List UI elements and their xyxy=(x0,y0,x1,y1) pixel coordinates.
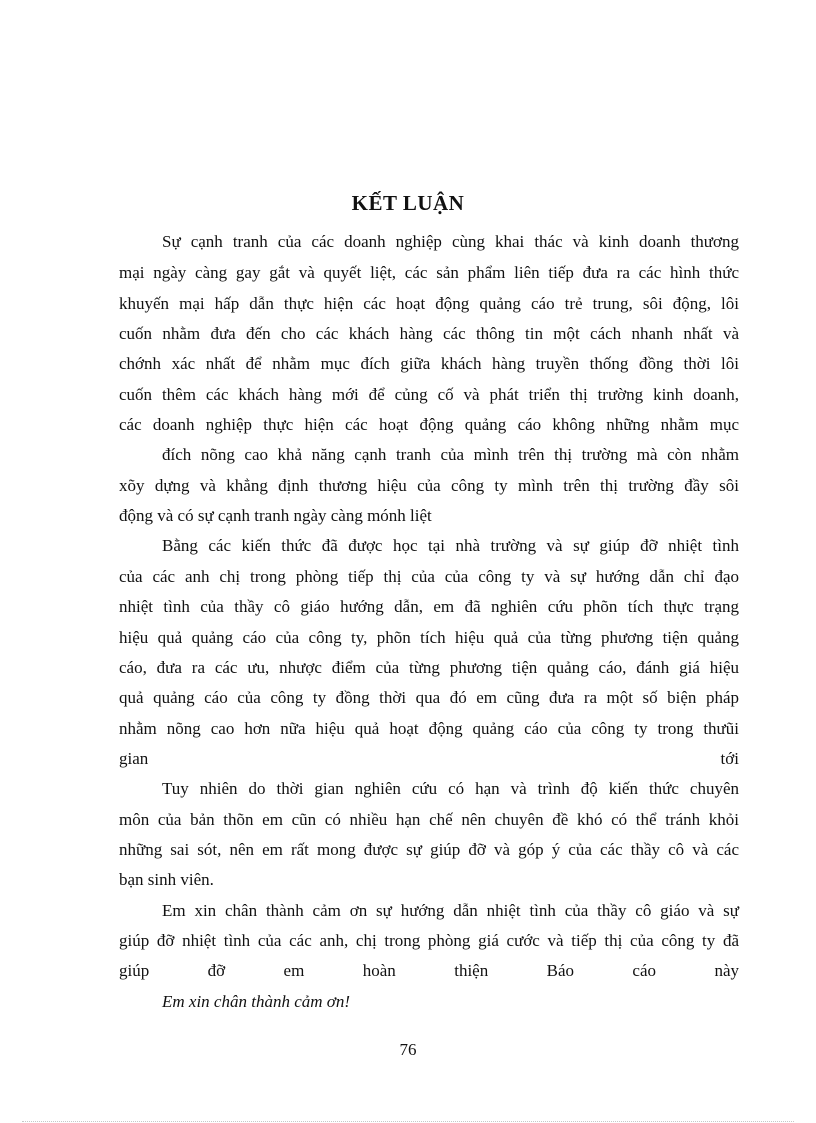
text-line: mại ngày càng gay gắt và quyết liệt, các sản phẩm liên tiếp đưa ra các hình thức xyxy=(119,263,739,282)
text-line: cáo, đưa ra các ưu, nhược điểm của từng phương tiện quảng cáo, đánh giá hiệu xyxy=(119,658,739,677)
text-line: nhiệt tình của thầy cô giáo hướng dẫn, em đã nghiên cứu phõn tích thực trạng xyxy=(119,597,739,616)
text-line: đích nõng cao khả năng cạnh tranh của mình trên thị trường mà còn nhằm xyxy=(162,445,739,464)
text-line: gian tới xyxy=(119,749,739,768)
text-line: giúp đỡ nhiệt tình của các anh, chị trong phòng giá cước và tiếp thị của công ty đã xyxy=(119,931,739,950)
text-line: của các anh chị trong phòng tiếp thị của của công ty và sự hướng dẫn chỉ đạo xyxy=(119,567,739,586)
text-line: cuốn thêm các khách hàng mới để củng cố và phát triển thị trường kinh doanh, xyxy=(119,385,739,404)
text-line: hiệu quả quảng cáo của công ty, phõn tích hiệu quả của từng phương tiện quảng xyxy=(119,628,739,647)
text-line: Em xin chân thành cảm ơn sự hướng dẫn nhiệt tình của thầy cô giáo và sự xyxy=(162,901,739,920)
page-number: 76 xyxy=(399,1040,417,1059)
closing-line: Em xin chân thành cảm ơn! xyxy=(162,992,351,1011)
text-line: bạn sinh viên. xyxy=(119,870,214,889)
page-bottom-border xyxy=(22,1121,794,1122)
text-line: giúp đỡ em hoàn thiện Báo cáo này xyxy=(119,961,739,980)
text-line: Tuy nhiên do thời gian nghiên cứu có hạn và trình độ kiến thức chuyên xyxy=(162,779,739,798)
text-line: xõy dựng và khẳng định thương hiệu của công ty mình trên thị trường đầy sôi xyxy=(119,476,739,495)
text-line: môn của bản thõn em cũn có nhiều hạn chế nên chuyên đề khó có thể tránh khỏi xyxy=(119,810,739,829)
text-line: Sự cạnh tranh của các doanh nghiệp cùng khai thác và kinh doanh thương xyxy=(162,232,739,251)
text-line: quả quảng cáo của công ty đồng thời qua đó em cũng đưa ra một số biện pháp xyxy=(119,688,739,707)
text-line: những sai sót, nên em rất mong được sự giúp đỡ và góp ý của các thầy cô và các xyxy=(119,840,739,859)
text-line: nhằm nõng cao hơn nữa hiệu quả hoạt động quảng cáo của công ty trong thưũi xyxy=(119,719,739,738)
text-line: khuyến mại hấp dẫn thực hiện các hoạt động quảng cáo trẻ trung, sôi động, lôi xyxy=(119,294,739,313)
text-line: các doanh nghiệp thực hiện các hoạt động quảng cáo không những nhằm mục xyxy=(119,415,739,434)
text-line: chớnh xác nhất để nhằm mục đích giữa khách hàng truyền thống đồng thời lôi xyxy=(119,354,739,373)
text-line: động và có sự cạnh tranh ngày càng mónh liệt xyxy=(119,506,432,525)
text-line: cuốn nhằm đưa đến cho các khách hàng các thông tin một cách nhanh nhất và xyxy=(119,324,739,343)
page-title: KẾT LUẬN xyxy=(351,191,465,215)
text-line: Bằng các kiến thức đã được học tại nhà trường và sự giúp đỡ nhiệt tình xyxy=(162,536,739,555)
